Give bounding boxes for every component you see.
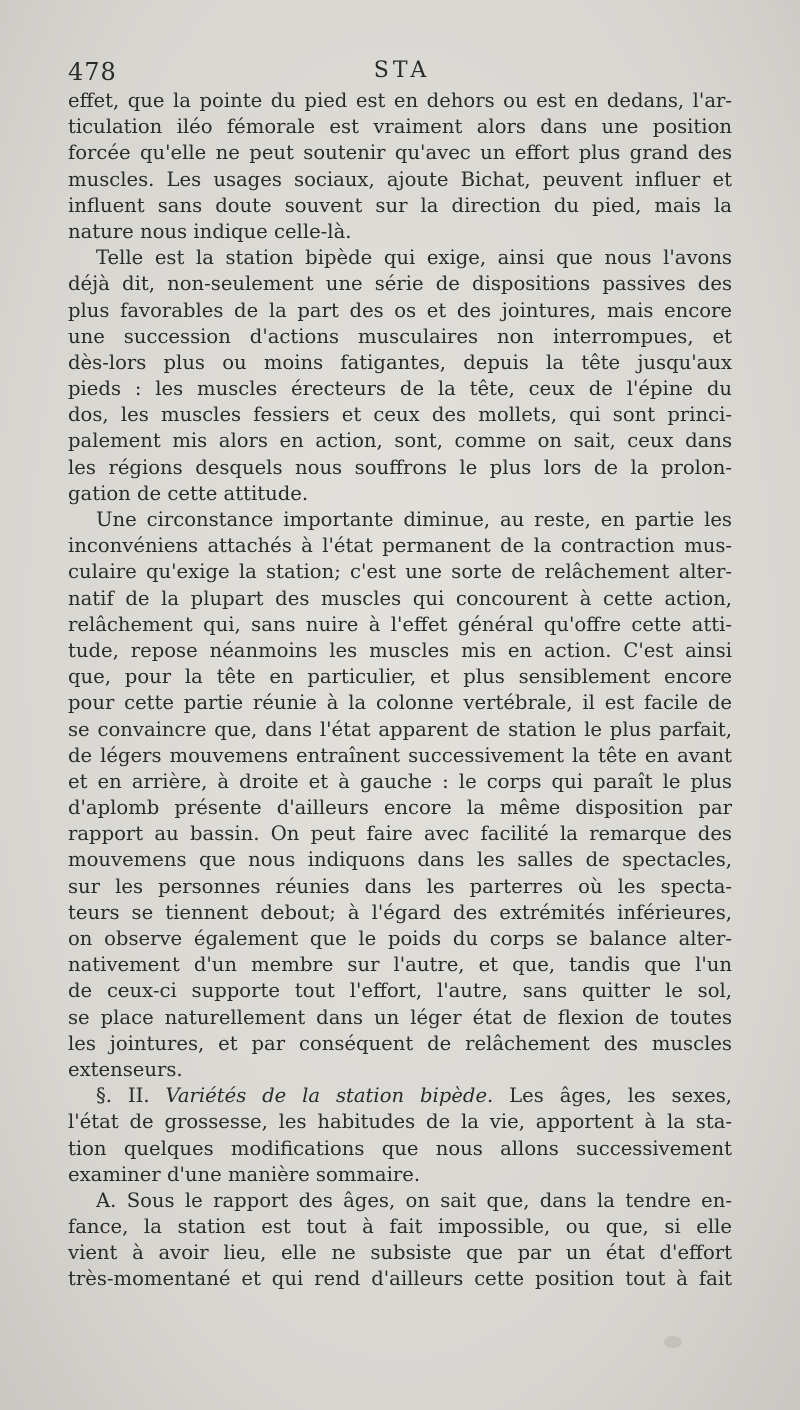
text-line: mouvemens que nous indiquons dans les salles de spectacles, [68, 848, 732, 872]
text-line: relâchement qui, sans nuire à l'effet général qu'offre cette atti- [68, 612, 732, 636]
text-line: effet, que la pointe du pied est en dehors ou est en dedans, l'ar- [68, 89, 732, 112]
text-line: pieds : les muscles érecteurs de la tête, ceux de l'épine du [68, 377, 732, 401]
text-line: d'aplomb présente d'ailleurs encore la même disposition par [68, 796, 732, 820]
text-line: tude, repose néanmoins les muscles mis en action. C'est ainsi [68, 638, 732, 662]
section-title: Variétés de la station bipède. [165, 1084, 494, 1108]
text-line: A. Sous le rapport des âges, on sait que, dans la tendre en- [96, 1188, 732, 1212]
text-line: que, pour la tête en particulier, et plus sensiblement encore [68, 665, 732, 689]
text-line: natif de la plupart des muscles qui concourent à cette action, [68, 586, 732, 610]
text-line: et en arrière, à droite et à gauche : le corps qui paraît le plus [68, 769, 732, 793]
text-line: de ceux-ci supporte tout l'effort, l'autre, sans quitter le sol, [68, 979, 732, 1003]
text-line: nature nous indique celle-là. [68, 219, 352, 243]
text-line: déjà dit, non-seulement une série de dispositions passives des [68, 272, 732, 296]
body-text [68, 88, 732, 1293]
text-line: sur les personnes réunies dans les parterres où les specta- [68, 874, 732, 898]
text-line: fance, la station est tout à fait impossible, ou que, si elle [68, 1215, 732, 1239]
text-line: se place naturellement dans un léger état de flexion de toutes [68, 1005, 732, 1029]
section-number: §. II. [96, 1084, 150, 1108]
text-line: tion quelques modifications que nous allons successivement [68, 1136, 732, 1160]
page-number: 478 [68, 58, 117, 86]
text-line: dos, les muscles fessiers et ceux des mollets, qui sont princi- [68, 403, 732, 427]
text-line: vient à avoir lieu, elle ne subsiste que par un état d'effort [68, 1241, 732, 1265]
text-line: plus favorables de la part des os et des jointures, mais encore [68, 298, 732, 322]
text-line: une succession d'actions musculaires non interrompues, et [68, 324, 732, 348]
text-line: Une circonstance importante diminue, au reste, en partie les [96, 508, 732, 531]
text-line: l'état de grossesse, les habitudes de la vie, apportent à la sta- [68, 1110, 732, 1134]
text-line: forcée qu'elle ne peut soutenir qu'avec un effort plus grand des [68, 141, 732, 165]
text-line: les jointures, et par conséquent de relâchement des muscles [68, 1031, 732, 1055]
section-text: Les âges, les sexes, [509, 1084, 732, 1108]
section-line [68, 1083, 732, 1109]
text-line: teurs se tiennent debout; à l'égard des extrémités inférieures, [68, 900, 732, 924]
text-line: nativement d'un membre sur l'autre, et que, tandis que l'un [68, 953, 732, 977]
text-line: influent sans doute souvent sur la direction du pied, mais la [68, 193, 732, 217]
text-line: les régions desquels nous souffrons le plus lors de la prolon- [68, 455, 732, 479]
text-line: muscles. Les usages sociaux, ajoute Bichat, peuvent influer et [68, 167, 732, 191]
page-header [68, 58, 736, 88]
text-line: inconvéniens attachés à l'état permanent de la contraction mus- [68, 534, 732, 558]
text-line: Telle est la station bipède qui exige, ainsi que nous l'avons [96, 246, 732, 270]
text-line: palement mis alors en action, sont, comme on sait, ceux dans [68, 429, 732, 453]
text-line: ticulation iléo fémorale est vraiment alors dans une position [68, 115, 732, 139]
text-line: on observe également que le poids du corps se balance alter- [68, 927, 732, 950]
text-line: très-momentané et qui rend d'ailleurs cette position tout à fait [68, 1267, 732, 1291]
text-line: gation de cette attitude. [68, 481, 309, 505]
text-line: examiner d'une manière sommaire. [68, 1162, 421, 1186]
text-line: se convaincre que, dans l'état apparent de station le plus parfait, [68, 717, 732, 741]
text-line: culaire qu'exige la station; c'est une sorte de relâchement alter- [68, 560, 732, 584]
text-line: pour cette partie réunie à la colonne vertébrale, il est facile de [68, 691, 732, 715]
text-line: rapport au bassin. On peut faire avec facilité la remarque des [68, 822, 732, 846]
text-line: de légers mouvemens entraînent successivement la tête en avant [68, 743, 732, 767]
text-line: dès-lors plus ou moins fatigantes, depuis la tête jusqu'aux [68, 350, 732, 374]
text-line: extenseurs. [68, 1057, 183, 1081]
running-head: STA [373, 58, 431, 83]
paper-stain [664, 1336, 682, 1348]
